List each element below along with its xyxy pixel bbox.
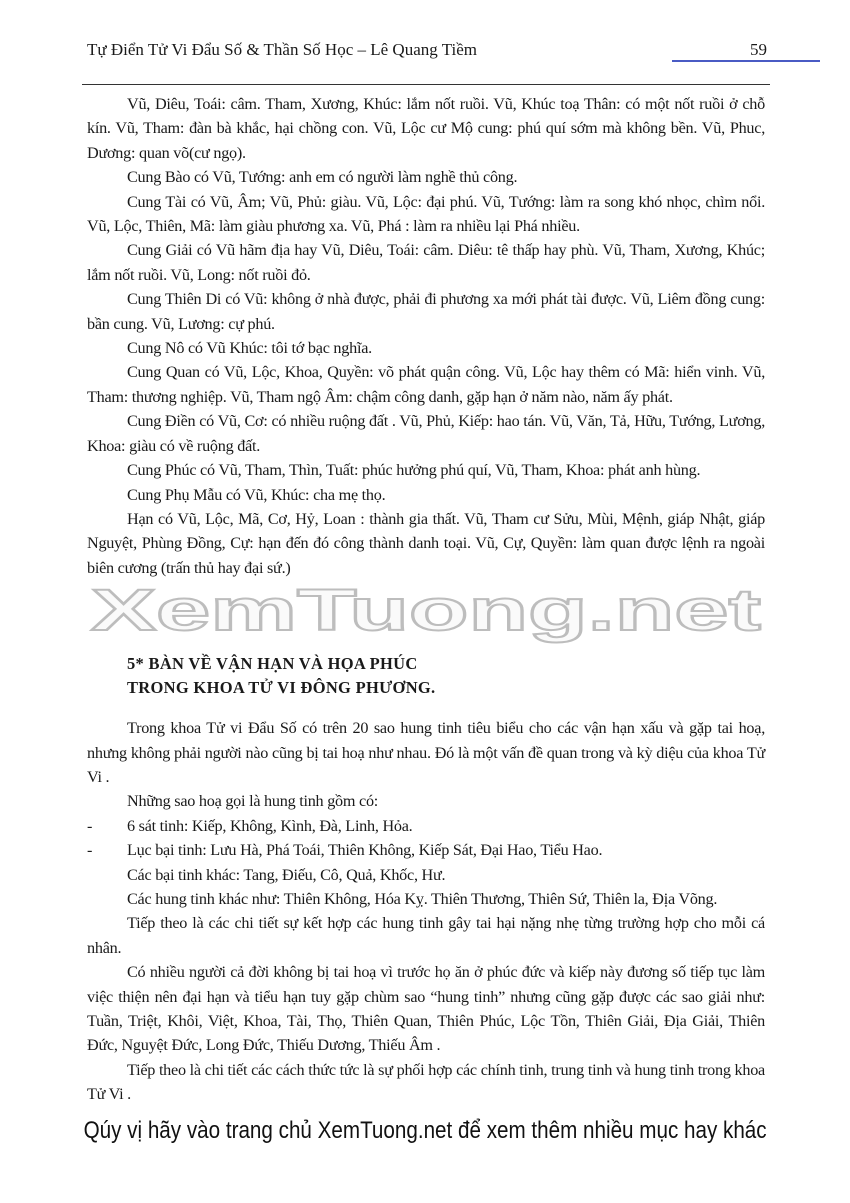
heading-line-2: TRONG KHOA TỬ VI ĐÔNG PHƯƠNG. bbox=[127, 678, 436, 698]
paragraph: Cung Điền có Vũ, Cơ: có nhiều ruộng đất . Vũ, Phủ, Kiếp: hao tán. Vũ, Văn, Tả, Hữu, Tướng, Lương, Khoa: giàu có về ruộng đất. bbox=[87, 412, 765, 455]
heading-line-1: 5* BÀN VỀ VẬN HẠN VÀ HỌA PHÚC bbox=[127, 654, 418, 674]
paragraph: Hạn có Vũ, Lộc, Mã, Cơ, Hỷ, Loan : thành gia thất. Vũ, Tham cư Sửu, Mùi, Mệnh, giáp Nhật, giáp Nguyệt, Phùng Đồng, Cự: hạn đến đó công thành danh toại. Vũ, Cự, Quyền: làm quan được lệnh ra ngoài biên cương (trấn thủ hay đại sứ.) bbox=[87, 509, 765, 577]
page-number: 59 bbox=[750, 40, 767, 59]
paragraph: Cung Bào có Vũ, Tướng: anh em có người làm nghề thủ công. bbox=[127, 168, 518, 187]
paragraph: Cung Tài có Vũ, Âm; Vũ, Phủ: giàu. Vũ, Lộc: đại phú. Vũ, Tướng: làm ra song khó nhọc, chìm nổi. Vũ, Lộc, Thiên, Mã: làm giàu phương xa. Vũ, Phá : làm ra nhiều lại Phá nhiều. bbox=[87, 192, 765, 236]
paragraph: Cung Phúc có Vũ, Tham, Thìn, Tuất: phúc hưởng phú quí, Vũ, Tham, Khoa: phát anh hùng. bbox=[127, 461, 701, 480]
list-item: - Lục bại tinh: Lưu Hà, Phá Toái, Thiên Không, Kiếp Sát, Đại Hao, Tiểu Hao. bbox=[87, 838, 765, 862]
book-title: Tự Điển Tử Vi Đẩu Số & Thần Số Học – Lê Quang Tiềm bbox=[87, 40, 477, 59]
list-intro: Những sao hoạ gọi là hung tinh gồm có: bbox=[127, 792, 379, 811]
list-item: - 6 sát tinh: Kiếp, Không, Kình, Đà, Linh, Hỏa. bbox=[87, 814, 765, 838]
paragraph: Tiếp theo là chi tiết các cách thức tức là sự phối hợp các chính tinh, trung tinh và hung tinh trong khoa Tử Vi . bbox=[87, 1060, 765, 1104]
paragraph: Cung Thiên Di có Vũ: không ở nhà được, phải đi phương xa mới phát tài được. Vũ, Liêm đồng cung: bần cung. Vũ, Lương: cự phú. bbox=[87, 290, 765, 333]
paragraph: Các bại tinh khác: Tang, Điếu, Cô, Quả, Khốc, Hư. bbox=[127, 865, 446, 884]
paragraph: Vũ, Diêu, Toái: câm. Tham, Xương, Khúc: lắm nốt ruồi. Vũ, Khúc toạ Thân: có một nốt ruồi ở chỗ kín. Vũ, Tham: đàn bà khắc, hại chồng con. Vũ, Lộc cư Mộ cung: phú quí sớm mà không bền. Vũ, Phuc, Dương: quan võ(cư ngọ). bbox=[87, 95, 765, 162]
paragraph: Trong khoa Tử vi Đẩu Số có trên 20 sao hung tinh tiêu biểu cho các vận hạn xấu và gặp tai hoạ, nhưng không phải người nào cũng bị tai hoạ như nhau. Đó là một vấn đề quan trong và kỳ diệu của khoa Tử Vi . bbox=[87, 719, 765, 786]
watermark-logo bbox=[87, 584, 765, 644]
footer-promo-text: Qúy vị hãy vào trang chủ XemTuong.net để xem thêm nhiều mục hay khác bbox=[83, 1116, 767, 1144]
paragraph: Cung Phụ Mẫu có Vũ, Khúc: cha mẹ thọ. bbox=[127, 485, 386, 504]
paragraph: Có nhiều người cả đời không bị tai hoạ vì trước họ ăn ở phúc đức và kiếp này đương số tiếp tục làm việc thiện nên đại hạn và tiểu hạn tuy gặp chùm sao “hung tinh” nhưng cũng gặp được các sao giải như: Tuần, Triệt, Khôi, Việt, Khoa, Tài, Thọ, Thiên Quan, Thiên Phúc, Lộc Tồn, Thiên Giải, Địa Giải, Thiên Đức, Nguyệt Đức, Long Đức, Thiếu Dương, Thiếu Âm . bbox=[87, 963, 765, 1055]
paragraph: Cung Quan có Vũ, Lộc, Khoa, Quyền: võ phát quận công. Vũ, Lộc hay thêm có Mã: hiển vinh. Vũ, Tham: thương nghiệp. Vũ, Tham ngộ Âm: chậm công danh, gặp hạn ở năm nào, năm ấy phát. bbox=[87, 363, 765, 406]
footer-promo bbox=[0, 1107, 850, 1145]
bullet-dash: - bbox=[87, 816, 93, 835]
page-body bbox=[83, 0, 767, 1153]
paragraph: Tiếp theo là các chi tiết sự kết hợp các hung tinh gây tai hại nặng nhẹ từng trường hợp cho mỗi cá nhân. bbox=[87, 914, 765, 957]
paragraph: Cung Giải có Vũ hãm địa hay Vũ, Diêu, Toái: câm. Diêu: tê thấp hay phù. Vũ, Tham, Xương, Khúc; lắm nốt ruồi. Vũ, Long: nốt ruồi đỏ. bbox=[87, 241, 765, 284]
svg-text:XemTuong.net: XemTuong.net bbox=[91, 584, 761, 644]
bullet-dash: - bbox=[87, 841, 93, 860]
section-2-body bbox=[87, 716, 765, 1107]
paragraph: Cung Nô có Vũ Khúc: tôi tớ bạc nghĩa. bbox=[127, 339, 372, 358]
section-1-body bbox=[87, 92, 765, 580]
section-heading bbox=[127, 652, 765, 700]
paragraph: Các hung tinh khác như: Thiên Không, Hóa Kỵ. Thiên Thương, Thiên Sứ, Thiên la, Địa Võng. bbox=[127, 889, 718, 908]
